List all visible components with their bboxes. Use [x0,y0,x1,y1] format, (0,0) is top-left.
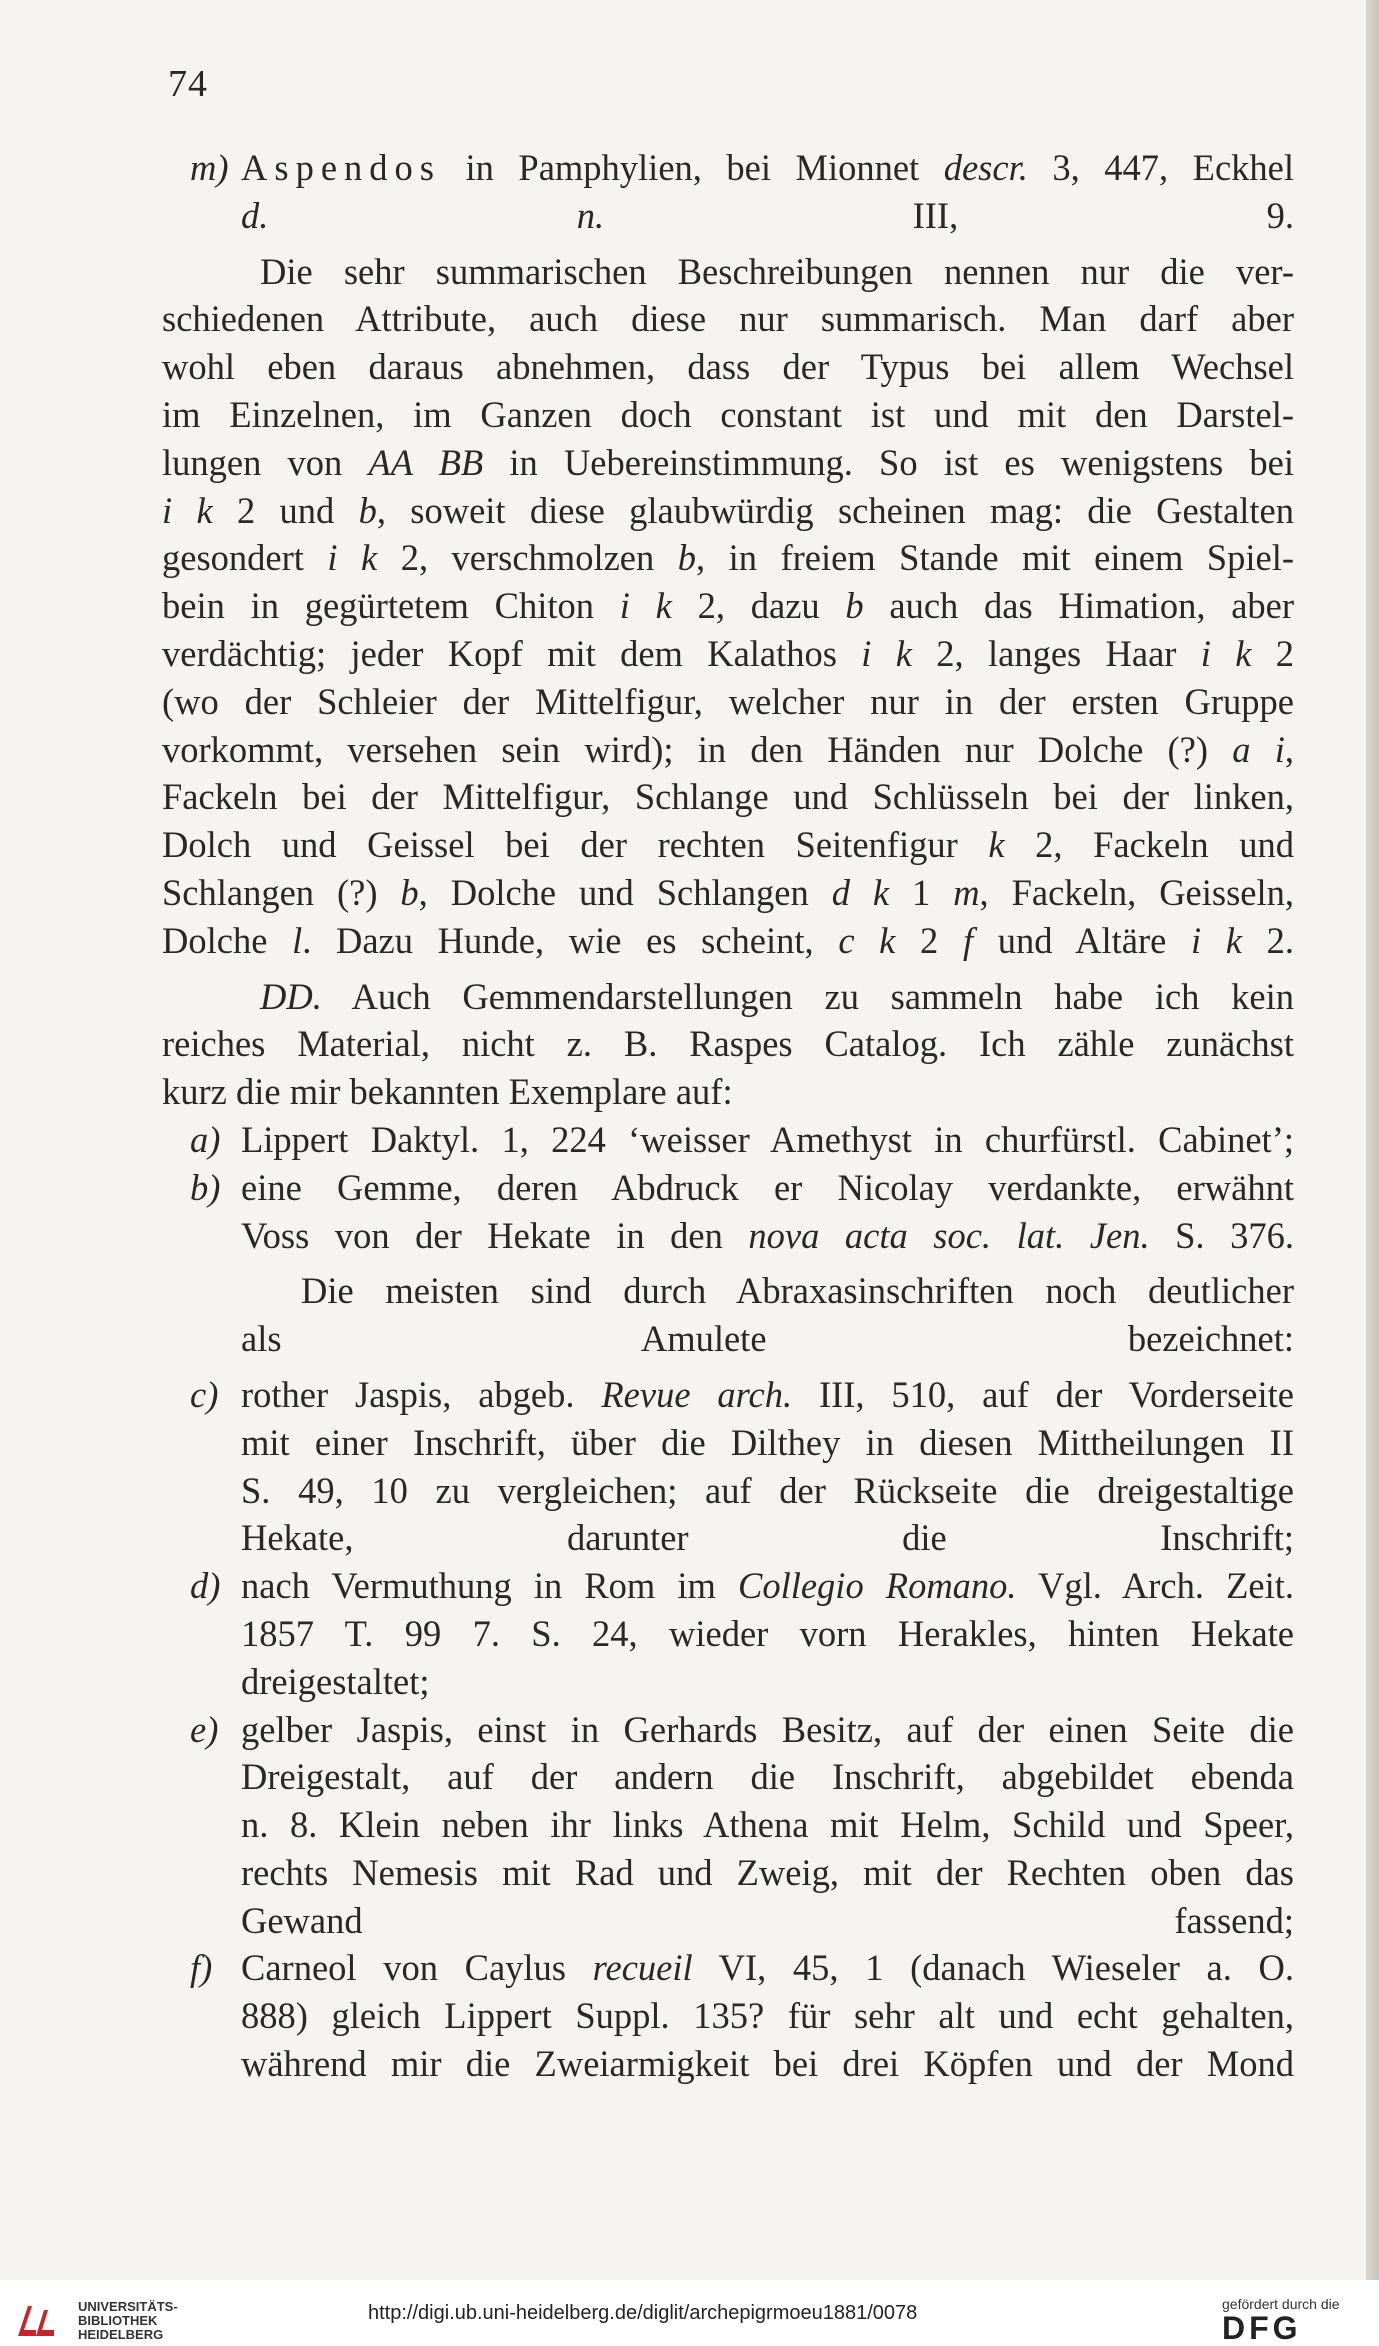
item-e-line-2: Dreigestalt, auf der andern die Inschrift, abgebildet ebenda [241,1756,1294,1798]
dfg-funding-label: gefördert durch die [1222,2296,1340,2312]
item-f: f) Carneol von Caylus recueil VI, 45, 1 (danach Wieseler a. O. [162,1944,1294,1992]
page-body [162,144,1294,2088]
item-b-label: b) [190,1166,221,1208]
subparagraph-line-2: als Amulete bezeichnet: [241,1318,1294,1360]
page-edge [1366,0,1379,2280]
item-f-line-3: während mir die Zweiarmigkeit bei drei Köpfen und der Mond [241,2043,1294,2085]
item-c-line-3: S. 49, 10 zu vergleichen; auf der Rückseite die dreigestaltige [241,1469,1294,1511]
dfg-logo: DFG [1222,2310,1302,2346]
p1-line-15: Dolche l. Dazu Hunde, wie es scheint, c k 2 f und Altäre i k 2. [162,919,1295,961]
p1-line-2: schiedenen Attribute, auch diese nur summarisch. Man darf aber [162,298,1294,340]
entry-m: m) Aspendos in Pamphylien, bei Mionnet descr. 3, 447, Eckhel [162,144,1294,192]
page-number: 74 [168,63,208,105]
p1-line-10: (wo der Schleier der Mittelfigur, welcher nur in der ersten Gruppe [162,680,1294,722]
p1-line-9: verdächtig; jeder Kopf mit dem Kalathos i k 2, langes Haar i k 2 [162,632,1295,674]
item-e-label: e) [190,1708,219,1750]
p2-line-1: DD. Auch Gemmendarstellungen zu sammeln habe ich kein [260,975,1294,1017]
paragraph-2 [162,973,1294,1116]
item-d: d) nach Vermuthung in Rom im Collegio Romano. Vgl. Arch. Zeit. [162,1562,1294,1610]
item-d-line-2: 1857 T. 99 7. S. 24, wieder vorn Herakles, hinten Hekate [241,1612,1294,1654]
p1-line-6: i k 2 und b, soweit diese glaubwürdig scheinen mag: die Gestalten [162,489,1294,531]
p1-line-7: gesondert i k 2, verschmolzen b, in freiem Stande mit einem Spiel- [162,537,1294,579]
p1-line-12: Fackeln bei der Mittelfigur, Schlange und Schlüsseln bei der linken, [162,776,1294,818]
p1-line-8: bein in gegürtetem Chiton i k 2, dazu b auch das Himation, aber [162,585,1295,627]
item-c: c) rother Jaspis, abgeb. Revue arch. III, 510, auf der Vorderseite [162,1371,1294,1419]
p1-line-3: wohl eben daraus abnehmen, dass der Typus bei allem Wechsel [162,346,1294,388]
p2-line-2: reiches Material, nicht z. B. Raspes Catalog. Ich zähle zunächst [162,1023,1294,1065]
university-library-logo-icon [14,2300,62,2340]
item-d-line-3: dreigestaltet; [241,1660,430,1702]
p1-line-11: vorkommt, versehen sein wird); in den Händen nur Dolche (?) a i, [162,728,1294,770]
item-b: b) eine Gemme, deren Abdruck er Nicolay verdankte, erwähnt [162,1164,1294,1212]
p1-line-14: Schlangen (?) b, Dolche und Schlangen d k 1 m, Fackeln, Geisseln, [162,871,1295,913]
item-e: e) gelber Jaspis, einst in Gerhards Besitz, auf der einen Seite die [162,1706,1294,1754]
item-e-line-5: Gewand fassend; [241,1899,1294,1941]
p2-line-3: kurz die mir bekannten Exemplare auf: [162,1071,733,1113]
entry-m-label: m) [190,147,229,188]
p1-line-1: Die sehr summarischen Beschreibungen nennen nur die ver- [260,250,1294,292]
entry-m-cont: d. n. III, 9. [241,194,1295,236]
subparagraph-line-1: Die meisten sind durch Abraxasinschriften noch deutlicher [301,1270,1294,1312]
university-library-name: UNIVERSITÄTS- BIBLIOTHEK HEIDELBERG [78,2299,178,2342]
permalink-url[interactable]: http://digi.ub.uni-heidelberg.de/diglit/archepigrmoeu1881/0078 [368,2302,918,2324]
item-e-line-3: n. 8. Klein neben ihr links Athena mit Helm, Schild und Speer, [241,1804,1294,1846]
item-c-line-2: mit einer Inschrift, über die Dilthey in diesen Mittheilungen II [241,1421,1294,1463]
item-f-label: f) [190,1947,213,1989]
item-b-cont: Voss von der Hekate in den nova acta soc. lat. Jen. S. 376. [241,1214,1294,1256]
p1-line-4: im Einzelnen, im Ganzen doch constant ist und mit den Darstel- [162,393,1294,435]
entry-m-place: Aspendos [241,147,441,188]
item-e-line-4: rechts Nemesis mit Rad und Zweig, mit der Rechten oben das [241,1851,1294,1893]
paragraph-1 [162,248,1294,965]
item-c-line-4: Hekate, darunter die Inschrift; [241,1517,1294,1559]
item-a-label: a) [190,1118,221,1160]
item-a: a) Lippert Daktyl. 1, 224 ‘weisser Amethyst in churfürstl. Cabinet’; [162,1116,1294,1164]
p1-line-13: Dolch und Geissel bei der rechten Seitenfigur k 2, Fackeln und [162,824,1294,866]
item-c-label: c) [190,1373,219,1415]
item-f-line-2: 888) gleich Lippert Suppl. 135? für sehr alt und echt gehalten, [241,1995,1294,2037]
item-d-label: d) [190,1565,221,1607]
p1-line-5: lungen von AA BB in Uebereinstimmung. So ist es wenigstens bei [162,441,1295,483]
